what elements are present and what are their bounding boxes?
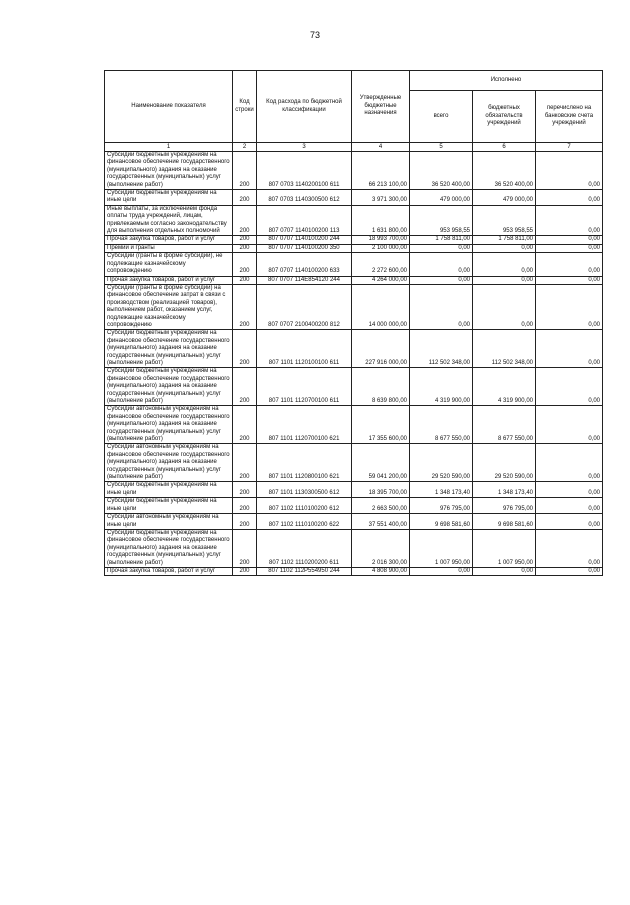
cell-name: Субсидии бюджетным учреждениям на иные цели [105, 482, 233, 498]
cell-row-code: 200 [233, 330, 257, 368]
cell-transferred: 0,00 [536, 567, 603, 575]
cell-row-code: 200 [233, 498, 257, 514]
cell-total: 29 520 590,00 [410, 444, 473, 482]
cell-total: 0,00 [410, 567, 473, 575]
cell-approved: 8 639 800,00 [352, 368, 410, 406]
cell-name: Субсидии автономным учреждениям на финансовое обеспечение государственного (муниципального) задания на оказание государственных (муниципальных) услуг (выполнение работ) [105, 444, 233, 482]
cell-budget-code: 807 0707 114E854120 244 [257, 276, 352, 284]
cell-budget-liabilities: 0,00 [473, 276, 536, 284]
cell-total: 0,00 [410, 244, 473, 252]
table-row [105, 482, 603, 498]
cell-total: 1 758 811,00 [410, 236, 473, 244]
cell-total: 112 502 348,00 [410, 330, 473, 368]
cell-row-code: 200 [233, 482, 257, 498]
cell-budget-code: 807 0707 1140100200 113 [257, 205, 352, 236]
table-row [105, 498, 603, 514]
cell-name: Субсидии (гранты в форме субсидий) на финансовое обеспечение затрат в связи с производством (реализацией товаров), выполнением работ, оказанием услуг, подлежащие казначейскому сопровождению [105, 284, 233, 329]
table-row [105, 152, 603, 190]
cell-budget-liabilities: 953 958,55 [473, 205, 536, 236]
cell-row-code: 200 [233, 444, 257, 482]
cell-budget-liabilities: 1 348 173,40 [473, 482, 536, 498]
cell-total: 0,00 [410, 253, 473, 276]
cell-budget-liabilities: 0,00 [473, 253, 536, 276]
cell-budget-liabilities: 479 000,00 [473, 190, 536, 206]
col-number: 4 [352, 143, 410, 152]
header-transferred: перечислено на банковские счета учреждений [536, 91, 603, 143]
cell-total: 36 520 400,00 [410, 152, 473, 190]
header-executed: Исполнено [410, 71, 603, 91]
table-row [105, 244, 603, 252]
cell-row-code: 200 [233, 236, 257, 244]
header-total: всего [410, 91, 473, 143]
cell-transferred: 0,00 [536, 253, 603, 276]
table-row [105, 330, 603, 368]
cell-approved: 18 993 700,00 [352, 236, 410, 244]
header-row-code: Код строки [233, 71, 257, 143]
cell-total: 1 007 950,00 [410, 529, 473, 567]
cell-approved: 2 663 500,00 [352, 498, 410, 514]
cell-row-code: 200 [233, 152, 257, 190]
cell-budget-code: 807 1101 1120100100 611 [257, 330, 352, 368]
cell-approved: 66 213 100,00 [352, 152, 410, 190]
cell-transferred: 0,00 [536, 236, 603, 244]
cell-name: Субсидии бюджетным учреждениям на финансовое обеспечение государственного (муниципального) задания на оказание государственных (муниципальных) услуг (выполнение работ) [105, 529, 233, 567]
cell-budget-code: 807 1101 1130300500 612 [257, 482, 352, 498]
table-row [105, 253, 603, 276]
cell-budget-liabilities: 4 319 900,00 [473, 368, 536, 406]
report-body [105, 152, 603, 576]
col-number: 3 [257, 143, 352, 152]
cell-name: Иные выплаты, за исключением фонда оплаты труда учреждений, лицам, привлекаемым согласно законодательству для выполнения отдельных полномочий [105, 205, 233, 236]
cell-transferred: 0,00 [536, 190, 603, 206]
cell-budget-code: 807 0707 1140100200 244 [257, 236, 352, 244]
cell-budget-code: 807 1101 1120700100 611 [257, 368, 352, 406]
cell-transferred: 0,00 [536, 406, 603, 444]
cell-budget-code: 807 1102 1110100200 622 [257, 514, 352, 530]
table-row [105, 514, 603, 530]
cell-total: 953 958,55 [410, 205, 473, 236]
table-row [105, 236, 603, 244]
cell-total: 0,00 [410, 276, 473, 284]
cell-transferred: 0,00 [536, 284, 603, 329]
cell-row-code: 200 [233, 529, 257, 567]
cell-approved: 37 551 400,00 [352, 514, 410, 530]
cell-row-code: 200 [233, 514, 257, 530]
table-row [105, 368, 603, 406]
cell-budget-code: 807 1102 112P554950 244 [257, 567, 352, 575]
table-row [105, 276, 603, 284]
cell-approved: 2 272 600,00 [352, 253, 410, 276]
cell-name: Прочая закупка товаров, работ и услуг [105, 236, 233, 244]
cell-transferred: 0,00 [536, 498, 603, 514]
cell-budget-code: 807 0707 1140100200 633 [257, 253, 352, 276]
cell-budget-code: 807 0703 1140200100 611 [257, 152, 352, 190]
cell-budget-liabilities: 8 677 550,00 [473, 406, 536, 444]
table-row [105, 444, 603, 482]
header-approved: Утвержденные бюджетные назначения [352, 71, 410, 143]
cell-budget-liabilities: 0,00 [473, 244, 536, 252]
cell-budget-liabilities: 9 698 581,60 [473, 514, 536, 530]
cell-budget-liabilities: 0,00 [473, 567, 536, 575]
cell-budget-liabilities: 0,00 [473, 284, 536, 329]
cell-transferred: 0,00 [536, 444, 603, 482]
cell-transferred: 0,00 [536, 514, 603, 530]
cell-approved: 4 808 900,00 [352, 567, 410, 575]
cell-transferred: 0,00 [536, 205, 603, 236]
cell-budget-liabilities: 1 758 811,00 [473, 236, 536, 244]
col-number: 2 [233, 143, 257, 152]
col-number: 5 [410, 143, 473, 152]
cell-name: Субсидии бюджетным учреждениям на финансовое обеспечение государственного (муниципального) задания на оказание государственных (муниципальных) услуг (выполнение работ) [105, 330, 233, 368]
cell-approved: 4 264 000,00 [352, 276, 410, 284]
cell-approved: 18 395 700,00 [352, 482, 410, 498]
cell-row-code: 200 [233, 567, 257, 575]
cell-name: Субсидии бюджетным учреждениям на финансовое обеспечение государственного (муниципального) задания на оказание государственных (муниципальных) услуг (выполнение работ) [105, 152, 233, 190]
col-number: 7 [536, 143, 603, 152]
cell-approved: 14 000 000,00 [352, 284, 410, 329]
cell-approved: 2 016 300,00 [352, 529, 410, 567]
cell-approved: 3 971 300,00 [352, 190, 410, 206]
cell-budget-liabilities: 29 520 590,00 [473, 444, 536, 482]
header-name: Наименование показателя [105, 71, 233, 143]
cell-row-code: 200 [233, 368, 257, 406]
cell-name: Прочая закупка товаров, работ и услуг [105, 276, 233, 284]
cell-name: Субсидии бюджетным учреждениям на финансовое обеспечение государственного (муниципального) задания на оказание государственных (муниципальных) услуг (выполнение работ) [105, 368, 233, 406]
cell-row-code: 200 [233, 205, 257, 236]
cell-transferred: 0,00 [536, 330, 603, 368]
table-row [105, 567, 603, 575]
cell-row-code: 200 [233, 406, 257, 444]
execution-report-table [104, 70, 603, 576]
cell-transferred: 0,00 [536, 368, 603, 406]
cell-name: Субсидии бюджетным учреждениям на иные цели [105, 498, 233, 514]
cell-name: Прочая закупка товаров, работ и услуг [105, 567, 233, 575]
cell-name: Субсидии (гранты в форме субсидий), не подлежащие казначейскому сопровождению [105, 253, 233, 276]
cell-row-code: 200 [233, 284, 257, 329]
cell-budget-code: 807 1102 1110100200 612 [257, 498, 352, 514]
cell-approved: 2 100 000,00 [352, 244, 410, 252]
cell-budget-liabilities: 976 795,00 [473, 498, 536, 514]
cell-budget-code: 807 0703 1140300500 612 [257, 190, 352, 206]
table-row [105, 190, 603, 206]
cell-total: 4 319 900,00 [410, 368, 473, 406]
cell-budget-code: 807 0707 2100400200 812 [257, 284, 352, 329]
table-row [105, 406, 603, 444]
cell-transferred: 0,00 [536, 244, 603, 252]
cell-approved: 17 355 600,00 [352, 406, 410, 444]
table-row [105, 284, 603, 329]
cell-name: Субсидии бюджетным учреждениям на иные цели [105, 190, 233, 206]
cell-total: 0,00 [410, 284, 473, 329]
cell-name: Субсидии автономным учреждениям на иные цели [105, 514, 233, 530]
cell-approved: 1 631 800,00 [352, 205, 410, 236]
cell-name: Премии и гранты [105, 244, 233, 252]
cell-total: 8 677 550,00 [410, 406, 473, 444]
cell-transferred: 0,00 [536, 152, 603, 190]
cell-approved: 59 041 200,00 [352, 444, 410, 482]
table-row [105, 529, 603, 567]
cell-total: 479 000,00 [410, 190, 473, 206]
cell-budget-liabilities: 112 502 348,00 [473, 330, 536, 368]
cell-transferred: 0,00 [536, 482, 603, 498]
header-budget-code: Код расхода по бюджетной классификации [257, 71, 352, 143]
cell-total: 976 795,00 [410, 498, 473, 514]
cell-budget-code: 807 1101 1120800100 621 [257, 444, 352, 482]
cell-row-code: 200 [233, 276, 257, 284]
cell-budget-liabilities: 36 520 400,00 [473, 152, 536, 190]
page-number: 73 [309, 30, 320, 40]
cell-approved: 227 916 000,00 [352, 330, 410, 368]
cell-transferred: 0,00 [536, 529, 603, 567]
cell-budget-liabilities: 1 007 950,00 [473, 529, 536, 567]
table-row [105, 205, 603, 236]
cell-row-code: 200 [233, 253, 257, 276]
cell-row-code: 200 [233, 244, 257, 252]
cell-row-code: 200 [233, 190, 257, 206]
col-number: 1 [105, 143, 233, 152]
col-number: 6 [473, 143, 536, 152]
cell-budget-code: 807 1101 1120700100 621 [257, 406, 352, 444]
cell-name: Субсидии автономным учреждениям на финансовое обеспечение государственного (муниципального) задания на оказание государственных (муниципальных) услуг (выполнение работ) [105, 406, 233, 444]
cell-budget-code: 807 0707 1140100200 350 [257, 244, 352, 252]
cell-transferred: 0,00 [536, 276, 603, 284]
cell-total: 1 348 173,40 [410, 482, 473, 498]
cell-total: 9 698 581,60 [410, 514, 473, 530]
cell-budget-code: 807 1102 1110200200 611 [257, 529, 352, 567]
header-budget-liabilities: бюджетных обязательств учреждений [473, 91, 536, 143]
